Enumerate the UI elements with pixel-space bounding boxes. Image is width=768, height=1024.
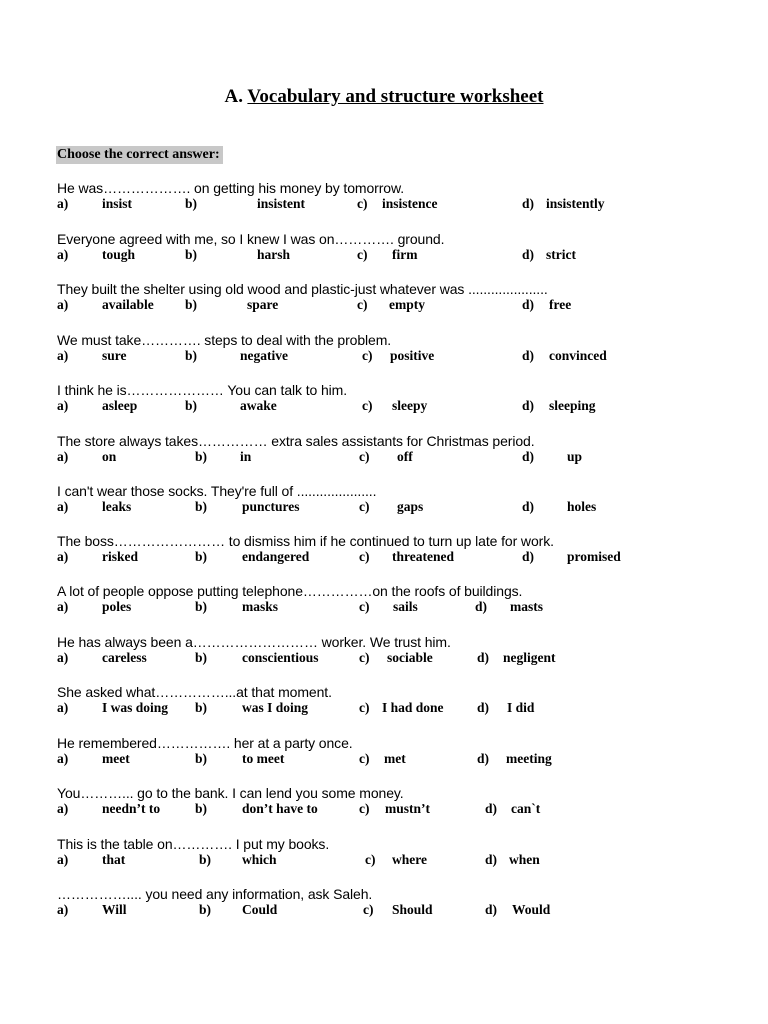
options-row <box>57 599 757 617</box>
options-row <box>57 852 757 870</box>
option-text: risked <box>102 549 139 564</box>
option-text: endangered <box>242 549 310 564</box>
option-letter: c) <box>362 398 373 413</box>
option-letter: c) <box>359 650 370 665</box>
option-text: leaks <box>102 499 132 514</box>
option-text: sleeping <box>549 398 596 413</box>
option-text: I had done <box>382 700 444 715</box>
option-letter: a) <box>57 499 69 514</box>
option-text: which <box>242 852 277 867</box>
question-stem: The store always takes…………… extra sales assistants for Christmas period. <box>57 433 535 449</box>
question-stem: …………….... you need any information, ask Saleh. <box>57 886 373 902</box>
option-text: Could <box>242 902 278 917</box>
question-item <box>57 533 757 569</box>
option-letter: c) <box>362 348 373 363</box>
question-item <box>57 634 757 670</box>
option-text: needn’t to <box>102 801 161 816</box>
option-letter: b) <box>185 196 198 211</box>
question-item <box>57 281 757 317</box>
question-stem: He remembered……………. her at a party once. <box>57 735 353 751</box>
question-item <box>57 886 757 922</box>
option-letter: b) <box>195 650 208 665</box>
option-text: tough <box>102 247 136 262</box>
option-text: meeting <box>506 751 552 766</box>
option-letter: a) <box>57 449 69 464</box>
option-text: awake <box>240 398 277 413</box>
option-letter: d) <box>522 196 535 211</box>
option-text: in <box>240 449 252 464</box>
option-letter: c) <box>359 700 370 715</box>
option-text: positive <box>390 348 435 363</box>
question-item <box>57 180 757 216</box>
option-letter: c) <box>359 751 370 766</box>
option-text: meet <box>102 751 130 766</box>
option-letter: a) <box>57 751 69 766</box>
option-letter: c) <box>359 549 370 564</box>
option-letter: d) <box>477 700 490 715</box>
option-letter: b) <box>195 599 208 614</box>
option-text: promised <box>567 549 621 564</box>
options-row <box>57 196 757 214</box>
option-text: sails <box>393 599 418 614</box>
option-text: on <box>102 449 117 464</box>
option-text: Will <box>102 902 127 917</box>
option-text: where <box>392 852 427 867</box>
question-item <box>57 332 757 368</box>
question-stem: He has always been a……………………… worker. We trust him. <box>57 634 451 650</box>
option-letter: d) <box>477 650 490 665</box>
question-stem: I think he is………………… You can talk to him. <box>57 382 348 398</box>
option-letter: a) <box>57 599 69 614</box>
option-letter: b) <box>195 549 208 564</box>
option-text: available <box>102 297 154 312</box>
option-letter: b) <box>195 700 208 715</box>
option-letter: c) <box>359 801 370 816</box>
option-letter: a) <box>57 247 69 262</box>
option-text: met <box>384 751 406 766</box>
option-text: sleepy <box>392 398 428 413</box>
option-letter: a) <box>57 196 69 211</box>
option-text: empty <box>389 297 425 312</box>
option-text: sociable <box>387 650 433 665</box>
option-text: Should <box>392 902 433 917</box>
title-prefix: A. <box>224 86 243 107</box>
options-row <box>57 801 757 819</box>
option-letter: d) <box>475 599 488 614</box>
options-row <box>57 398 757 416</box>
option-letter: b) <box>195 751 208 766</box>
option-text: asleep <box>102 398 138 413</box>
question-stem: We must take…………. steps to deal with the problem. <box>57 332 392 348</box>
option-text: Would <box>512 902 551 917</box>
question-stem: A lot of people oppose putting telephone……………on the roofs of buildings. <box>57 583 523 599</box>
worksheet-title <box>0 86 768 108</box>
option-letter: a) <box>57 801 69 816</box>
option-text: I did <box>507 700 535 715</box>
question-item <box>57 735 757 771</box>
option-letter: c) <box>359 449 370 464</box>
option-letter: d) <box>485 902 498 917</box>
options-row <box>57 449 757 467</box>
option-letter: d) <box>522 297 535 312</box>
option-letter: b) <box>199 852 212 867</box>
option-text: strict <box>546 247 576 262</box>
question-item <box>57 433 757 469</box>
option-letter: b) <box>195 449 208 464</box>
option-text: holes <box>567 499 597 514</box>
instruction-label: Choose the correct answer: <box>56 146 223 164</box>
question-stem: Everyone agreed with me, so I knew I was on…………. ground. <box>57 231 445 247</box>
question-item <box>57 382 757 418</box>
question-stem: You………... go to the bank. I can lend you some money. <box>57 785 404 801</box>
option-letter: b) <box>185 297 198 312</box>
question-item <box>57 836 757 872</box>
options-row <box>57 297 757 315</box>
option-letter: c) <box>357 196 368 211</box>
question-item <box>57 583 757 619</box>
question-stem: This is the table on…………. I put my books. <box>57 836 330 852</box>
option-text: mustn’t <box>385 801 431 816</box>
option-text: firm <box>392 247 418 262</box>
option-letter: d) <box>522 499 535 514</box>
option-text: up <box>567 449 583 464</box>
option-text: negligent <box>503 650 556 665</box>
option-text: can`t <box>511 801 541 816</box>
question-stem: She asked what……………...at that moment. <box>57 684 332 700</box>
option-letter: d) <box>477 751 490 766</box>
question-item <box>57 785 757 821</box>
option-letter: c) <box>359 599 370 614</box>
options-row <box>57 902 757 920</box>
option-text: free <box>549 297 572 312</box>
option-letter: c) <box>357 247 368 262</box>
option-letter: c) <box>357 297 368 312</box>
option-letter: b) <box>185 247 198 262</box>
option-text: convinced <box>549 348 607 363</box>
question-item <box>57 684 757 720</box>
option-text: punctures <box>242 499 300 514</box>
option-letter: a) <box>57 348 69 363</box>
option-letter: b) <box>185 348 198 363</box>
question-stem: The boss…………………… to dismiss him if he continued to turn up late for work. <box>57 533 554 549</box>
title-text: Vocabulary and structure worksheet <box>247 86 544 107</box>
option-text: gaps <box>397 499 424 514</box>
option-text: masks <box>242 599 279 614</box>
options-row <box>57 700 757 718</box>
option-letter: c) <box>365 852 376 867</box>
option-letter: a) <box>57 297 69 312</box>
question-stem: I can't wear those socks. They're full of ..................... <box>57 483 377 499</box>
option-letter: d) <box>522 449 535 464</box>
question-stem: He was………………. on getting his money by tomorrow. <box>57 180 404 196</box>
option-letter: d) <box>522 348 535 363</box>
options-row <box>57 348 757 366</box>
option-letter: d) <box>485 801 498 816</box>
option-text: conscientious <box>242 650 319 665</box>
options-row <box>57 499 757 517</box>
option-letter: d) <box>522 247 535 262</box>
options-row <box>57 751 757 769</box>
option-text: poles <box>102 599 132 614</box>
option-text: to meet <box>242 751 285 766</box>
option-letter: d) <box>485 852 498 867</box>
option-text: threatened <box>392 549 454 564</box>
option-text: insistent <box>257 196 306 211</box>
option-text: don’t have to <box>242 801 318 816</box>
option-letter: a) <box>57 549 69 564</box>
option-letter: c) <box>363 902 374 917</box>
option-text: negative <box>240 348 288 363</box>
option-text: off <box>397 449 413 464</box>
option-letter: c) <box>359 499 370 514</box>
option-text: spare <box>247 297 279 312</box>
question-item <box>57 483 757 519</box>
option-letter: b) <box>195 499 208 514</box>
question-stem: They built the shelter using old wood and plastic-just whatever was ..................... <box>57 281 548 297</box>
option-letter: a) <box>57 700 69 715</box>
option-text: insistently <box>546 196 605 211</box>
option-letter: d) <box>522 398 535 413</box>
option-letter: a) <box>57 902 69 917</box>
option-text: that <box>102 852 126 867</box>
options-row <box>57 650 757 668</box>
option-text: sure <box>102 348 127 363</box>
option-text: when <box>509 852 540 867</box>
option-letter: a) <box>57 398 69 413</box>
option-text: was I doing <box>242 700 309 715</box>
option-letter: b) <box>199 902 212 917</box>
question-item <box>57 231 757 267</box>
option-letter: a) <box>57 852 69 867</box>
option-letter: d) <box>522 549 535 564</box>
option-text: harsh <box>257 247 291 262</box>
option-letter: b) <box>185 398 198 413</box>
option-text: insist <box>102 196 133 211</box>
options-row <box>57 549 757 567</box>
option-text: masts <box>510 599 543 614</box>
option-text: I was doing <box>102 700 169 715</box>
option-letter: a) <box>57 650 69 665</box>
option-text: insistence <box>382 196 438 211</box>
options-row <box>57 247 757 265</box>
option-letter: b) <box>195 801 208 816</box>
option-text: careless <box>102 650 147 665</box>
